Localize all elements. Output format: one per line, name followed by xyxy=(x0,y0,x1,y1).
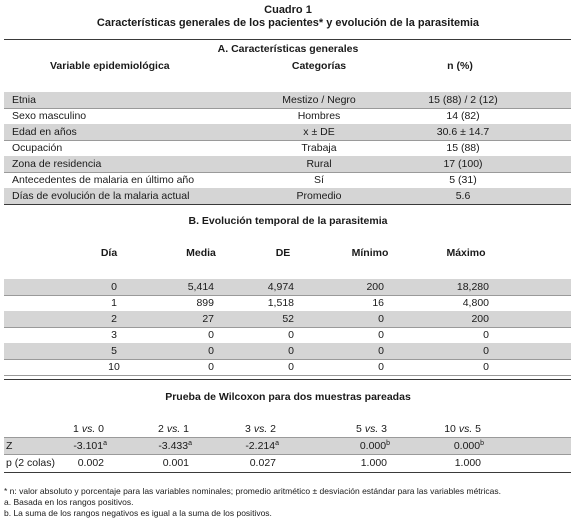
cell-col-4: 200 xyxy=(471,313,489,325)
p-value: 0.002 xyxy=(77,457,104,469)
value-cell: 14 (82) xyxy=(446,110,480,122)
section-b-bottom-rule xyxy=(4,379,571,380)
z-value: -2.214$^a$ xyxy=(245,440,279,452)
variable-cell: Días de evolución de la malaria actual xyxy=(12,190,190,202)
p-value: 1.000 xyxy=(360,457,387,469)
header-col-0: Día xyxy=(100,247,118,259)
wilcoxon-header-row xyxy=(4,421,571,438)
cell-col-2: 1,518 xyxy=(267,297,294,309)
section-b-title: B. Evolución temporal de la parasitemia xyxy=(188,215,388,227)
z-value: -3.101$^a$ xyxy=(73,440,107,452)
cell-col-0: 1 xyxy=(111,297,117,309)
section-a-title: A. Características generales xyxy=(217,43,359,55)
comparison-header: 2 vs. 1 xyxy=(158,423,189,435)
variable-cell: Ocupación xyxy=(12,142,63,154)
table-row xyxy=(4,92,571,109)
cell-col-2: 0 xyxy=(288,345,294,357)
value-cell: 15 (88) xyxy=(446,142,480,154)
value-cell: 17 (100) xyxy=(443,158,483,170)
value-cell: 15 (88) / 2 (12) xyxy=(428,94,498,106)
p-value: 0.001 xyxy=(162,457,189,469)
table-row xyxy=(4,279,571,296)
table-row xyxy=(4,172,571,189)
table-caption: Características generales de los pacientes* y evolución de la parasitemia xyxy=(96,17,480,29)
cell-col-3: 200 xyxy=(366,281,384,293)
header-col-1: Media xyxy=(186,247,216,259)
cell-col-0: 5 xyxy=(111,345,117,357)
variable-cell: Sexo masculino xyxy=(12,110,87,122)
header-categorias: Categorías xyxy=(291,60,347,72)
table-row xyxy=(4,108,571,125)
table-row xyxy=(4,124,571,141)
header-col-2: DE xyxy=(275,247,291,259)
section-a-bottom-rule xyxy=(4,204,571,205)
z-value: -3.433$^a$ xyxy=(158,440,192,452)
cell-col-3: 0 xyxy=(378,313,384,325)
cell-col-2: 4,974 xyxy=(267,281,294,293)
comparison-header: 10 vs. 5 xyxy=(444,423,481,435)
cell-col-3: 16 xyxy=(372,297,384,309)
cell-col-0: 2 xyxy=(111,313,117,325)
variable-cell: Etnia xyxy=(12,94,36,106)
category-cell: Sí xyxy=(314,174,324,186)
variable-cell: Zona de residencia xyxy=(12,158,102,170)
footnote-a: a. Basada en los rangos positivos. xyxy=(4,497,134,507)
table-row xyxy=(4,327,571,344)
value-cell: 30.6 ± 14.7 xyxy=(436,126,490,138)
footnote-b: b. La suma de los rangos negativos es igual a la suma de los positivos. xyxy=(4,508,272,518)
cell-col-1: 0 xyxy=(208,361,214,373)
table-row xyxy=(4,188,571,205)
cell-col-3: 0 xyxy=(378,361,384,373)
cell-col-4: 4,800 xyxy=(462,297,489,309)
cell-col-3: 0 xyxy=(378,329,384,341)
cell-col-0: 10 xyxy=(108,361,120,373)
table-row xyxy=(4,295,571,312)
footnote-general: * n: valor absoluto y porcentaje para las variables nominales; promedio aritmético ± desviación estándar para las variables métricas. xyxy=(4,486,501,496)
z-value: 0.000$^b$ xyxy=(359,440,390,452)
table-row xyxy=(4,311,571,328)
variable-cell: Edad en años xyxy=(12,126,77,138)
comparison-header: 5 vs. 3 xyxy=(356,423,387,435)
header-variable: Variable epidemiológica xyxy=(50,60,170,72)
variable-cell: Antecedentes de malaria en último año xyxy=(12,174,195,186)
cell-col-3: 0 xyxy=(378,345,384,357)
cell-col-0: 0 xyxy=(111,281,117,293)
table-row xyxy=(4,343,571,360)
category-cell: Hombres xyxy=(297,110,341,122)
z-value: 0.000$^b$ xyxy=(453,440,484,452)
wilcoxon-z-row xyxy=(4,438,571,455)
p-value: 0.027 xyxy=(249,457,276,469)
category-cell: x ± DE xyxy=(303,126,335,138)
cell-col-1: 5,414 xyxy=(187,281,214,293)
p-label: p (2 colas) xyxy=(6,457,56,469)
wilcoxon-bottom-rule xyxy=(4,472,571,473)
cell-col-4: 0 xyxy=(483,345,489,357)
header-n-percent: n (%) xyxy=(447,60,473,72)
cell-col-2: 0 xyxy=(288,361,294,373)
value-cell: 5 (31) xyxy=(449,174,477,186)
table-row xyxy=(4,359,571,376)
table-row xyxy=(4,156,571,173)
cell-col-2: 52 xyxy=(282,313,294,325)
table-row xyxy=(4,140,571,157)
cell-col-4: 0 xyxy=(483,361,489,373)
category-cell: Promedio xyxy=(296,190,342,202)
value-cell: 5.6 xyxy=(455,190,471,202)
wilcoxon-p-row xyxy=(4,455,571,471)
comparison-header: 3 vs. 2 xyxy=(245,423,276,435)
cell-col-4: 18,280 xyxy=(456,281,489,293)
category-cell: Mestizo / Negro xyxy=(282,94,356,106)
comparison-header: 1 vs. 0 xyxy=(73,423,104,435)
category-cell: Rural xyxy=(306,158,332,170)
cell-col-1: 899 xyxy=(196,297,214,309)
cell-col-0: 3 xyxy=(111,329,117,341)
cell-col-2: 0 xyxy=(288,329,294,341)
cell-col-1: 27 xyxy=(202,313,214,325)
cell-col-1: 0 xyxy=(208,345,214,357)
cell-col-1: 0 xyxy=(208,329,214,341)
header-col-3: Mínimo xyxy=(351,247,389,259)
category-cell: Trabaja xyxy=(301,142,337,154)
z-label: Z xyxy=(6,440,13,452)
table-number: Cuadro 1 xyxy=(264,4,312,16)
p-value: 1.000 xyxy=(454,457,481,469)
wilcoxon-title: Prueba de Wilcoxon para dos muestras pareadas xyxy=(165,391,411,403)
cell-col-4: 0 xyxy=(483,329,489,341)
header-col-4: Máximo xyxy=(446,247,486,259)
top-rule xyxy=(4,39,571,40)
